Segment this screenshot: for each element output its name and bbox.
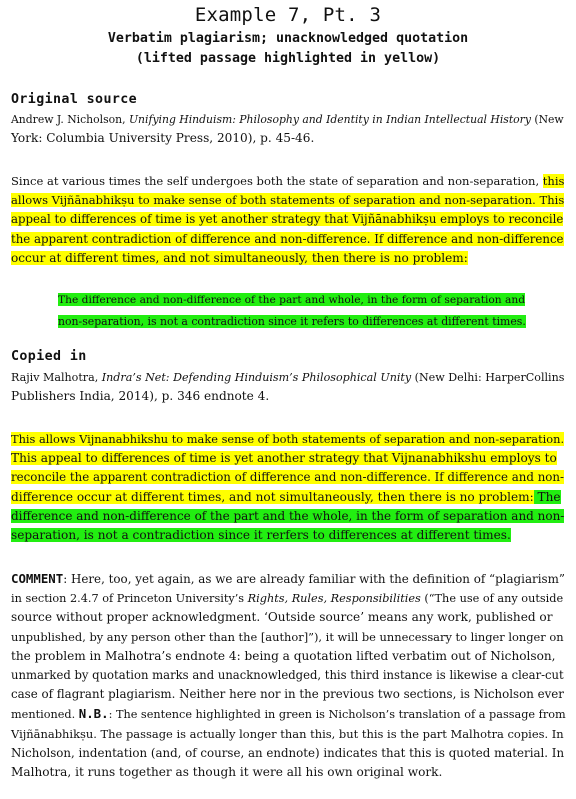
comment-cited-title: Rights, Rules, Responsibilities	[247, 592, 421, 606]
comment-line-2	[11, 589, 567, 608]
green-highlight: difference and non-difference of the part and the whole, in the form of separation and non-	[11, 508, 565, 523]
indented-quotation	[58, 289, 528, 333]
original-paragraph-line-5	[11, 249, 567, 268]
copied-paragraph-line-4	[11, 488, 567, 507]
yellow-highlight: allows Vijñānabhikṣu to make sense of both statements of separation and non-separation. This	[11, 193, 565, 208]
comment-line-10: Nicholson, indentation (and, of course, an endnote) indicates that this is quoted material. In	[11, 745, 565, 760]
comment-line-6: unmarked by quotation marks and unacknowledged, this third instance is likewise a clear-cut	[11, 668, 564, 683]
copied-paragraph	[11, 430, 567, 545]
original-paragraph-line-1	[11, 172, 567, 191]
comment-line-4: unpublished, by any person other than the [author]”), it will be unnecessary to linger longer on	[11, 629, 564, 644]
original-paragraph-line-3	[11, 210, 567, 229]
original-citation-line-1	[11, 110, 567, 129]
original-citation	[11, 110, 567, 148]
copied-in-heading: Copied in	[11, 349, 87, 364]
copied-citation-publisher: (New Delhi: HarperCollins	[411, 371, 565, 384]
yellow-highlight: This allows Vijnanabhikshu to make sense of both statements of separation and non-separation.	[11, 432, 565, 446]
original-paragraph-line-2	[11, 191, 567, 210]
copied-paragraph-line-6	[11, 526, 567, 545]
copied-citation-title: Indra’s Net: Defending Hinduism’s Philosophical Unity	[101, 371, 412, 384]
original-citation-author: Andrew J. Nicholson,	[11, 113, 129, 126]
copied-citation-author: Rajiv Malhotra,	[11, 371, 102, 384]
green-highlight: The	[533, 489, 561, 504]
copied-paragraph-line-2	[11, 449, 567, 468]
copied-paragraph-line-1	[11, 430, 567, 449]
yellow-highlight: reconcile the apparent contradiction of difference and non-difference. If difference and non-	[11, 470, 565, 485]
comment-line-3: source without proper acknowledgment. ‘Outside source’ means any work, published or	[11, 610, 553, 625]
original-source-heading: Original source	[11, 92, 138, 107]
comment-text: : The sentence highlighted in green is Nicholson’s translation of a passage from	[108, 708, 566, 722]
page-subtitle-line-2: (lifted passage highlighted in yellow)	[135, 51, 441, 66]
comment-line-1	[11, 569, 567, 589]
green-highlight: non-separation, is not a contradiction since it refers to differences at different times.	[58, 315, 526, 328]
green-highlight: The difference and non-difference of the part and whole, in the form of separation and	[58, 293, 526, 306]
comment-label: COMMENT	[11, 571, 64, 586]
comment-line-8	[11, 704, 567, 724]
comment-line-11: Malhotra, it runs together as though it were all his own original work.	[11, 765, 443, 780]
copied-citation-line-2: Publishers India, 2014), p. 346 endnote 4.	[11, 389, 270, 404]
yellow-highlight: appeal to differences of time is yet another strategy that Vijñānabhikṣu employs to reconcile	[11, 212, 564, 227]
yellow-highlight: occur at different times, and not simultaneously, then there is no problem:	[11, 250, 468, 265]
copied-citation	[11, 368, 567, 406]
yellow-highlight: the apparent contradiction of difference and non-difference. If difference and non-difference	[11, 231, 564, 246]
indented-quotation-line-2	[58, 311, 528, 333]
page-subtitle-line-1: Verbatim plagiarism; unacknowledged quotation	[107, 31, 469, 46]
nota-bene-label: N.B.	[78, 706, 109, 722]
copied-paragraph-line-5	[11, 507, 567, 526]
comment-line-5: the problem in Malhotra’s endnote 4: being a quotation lifted verbatim out of Nicholson,	[11, 648, 556, 663]
copied-paragraph-line-3	[11, 468, 567, 487]
indented-quotation-line-1	[58, 289, 528, 311]
comment-line-9: Vijñānabhikṣu. The passage is actually longer than this, but this is the part Malhotra copies. In	[11, 726, 564, 741]
yellow-highlight: This appeal to differences of time is yet another strategy that Vijnanabhikshu employs to	[11, 451, 557, 466]
green-highlight: separation, is not a contradiction since it rerfers to differences at different times.	[11, 528, 511, 543]
comment-line-7: case of flagrant plagiarism. Neither here nor in the previous two sections, is Nicholson ever	[11, 687, 564, 702]
copied-citation-line-1	[11, 368, 567, 387]
original-paragraph	[11, 172, 567, 268]
original-citation-publisher: (New	[530, 113, 564, 126]
comment-paragraph	[11, 569, 567, 782]
original-paragraph-line-4	[11, 230, 567, 249]
original-citation-line-2: York: Columbia University Press, 2010), p. 45-46.	[11, 131, 315, 146]
comment-text: mentioned.	[11, 708, 79, 722]
yellow-highlight: this	[542, 174, 565, 188]
page-title: Example 7, Pt. 3	[194, 4, 382, 26]
yellow-highlight: difference occur at different times, and not simultaneously, then there is no problem:	[11, 489, 534, 504]
comment-text: : Here, too, yet again, as we are already familiar with the definition of “plagiarism”	[63, 572, 565, 586]
comment-text: in section 2.4.7 of Princeton University’s	[11, 592, 248, 606]
original-citation-title: Unifying Hinduism: Philosophy and Identity in Indian Intellectual History	[128, 113, 531, 126]
comment-text: (“The use of any outside	[420, 592, 564, 606]
original-paragraph-text: Since at various times the self undergoes both the state of separation and non-separation,	[11, 174, 543, 188]
